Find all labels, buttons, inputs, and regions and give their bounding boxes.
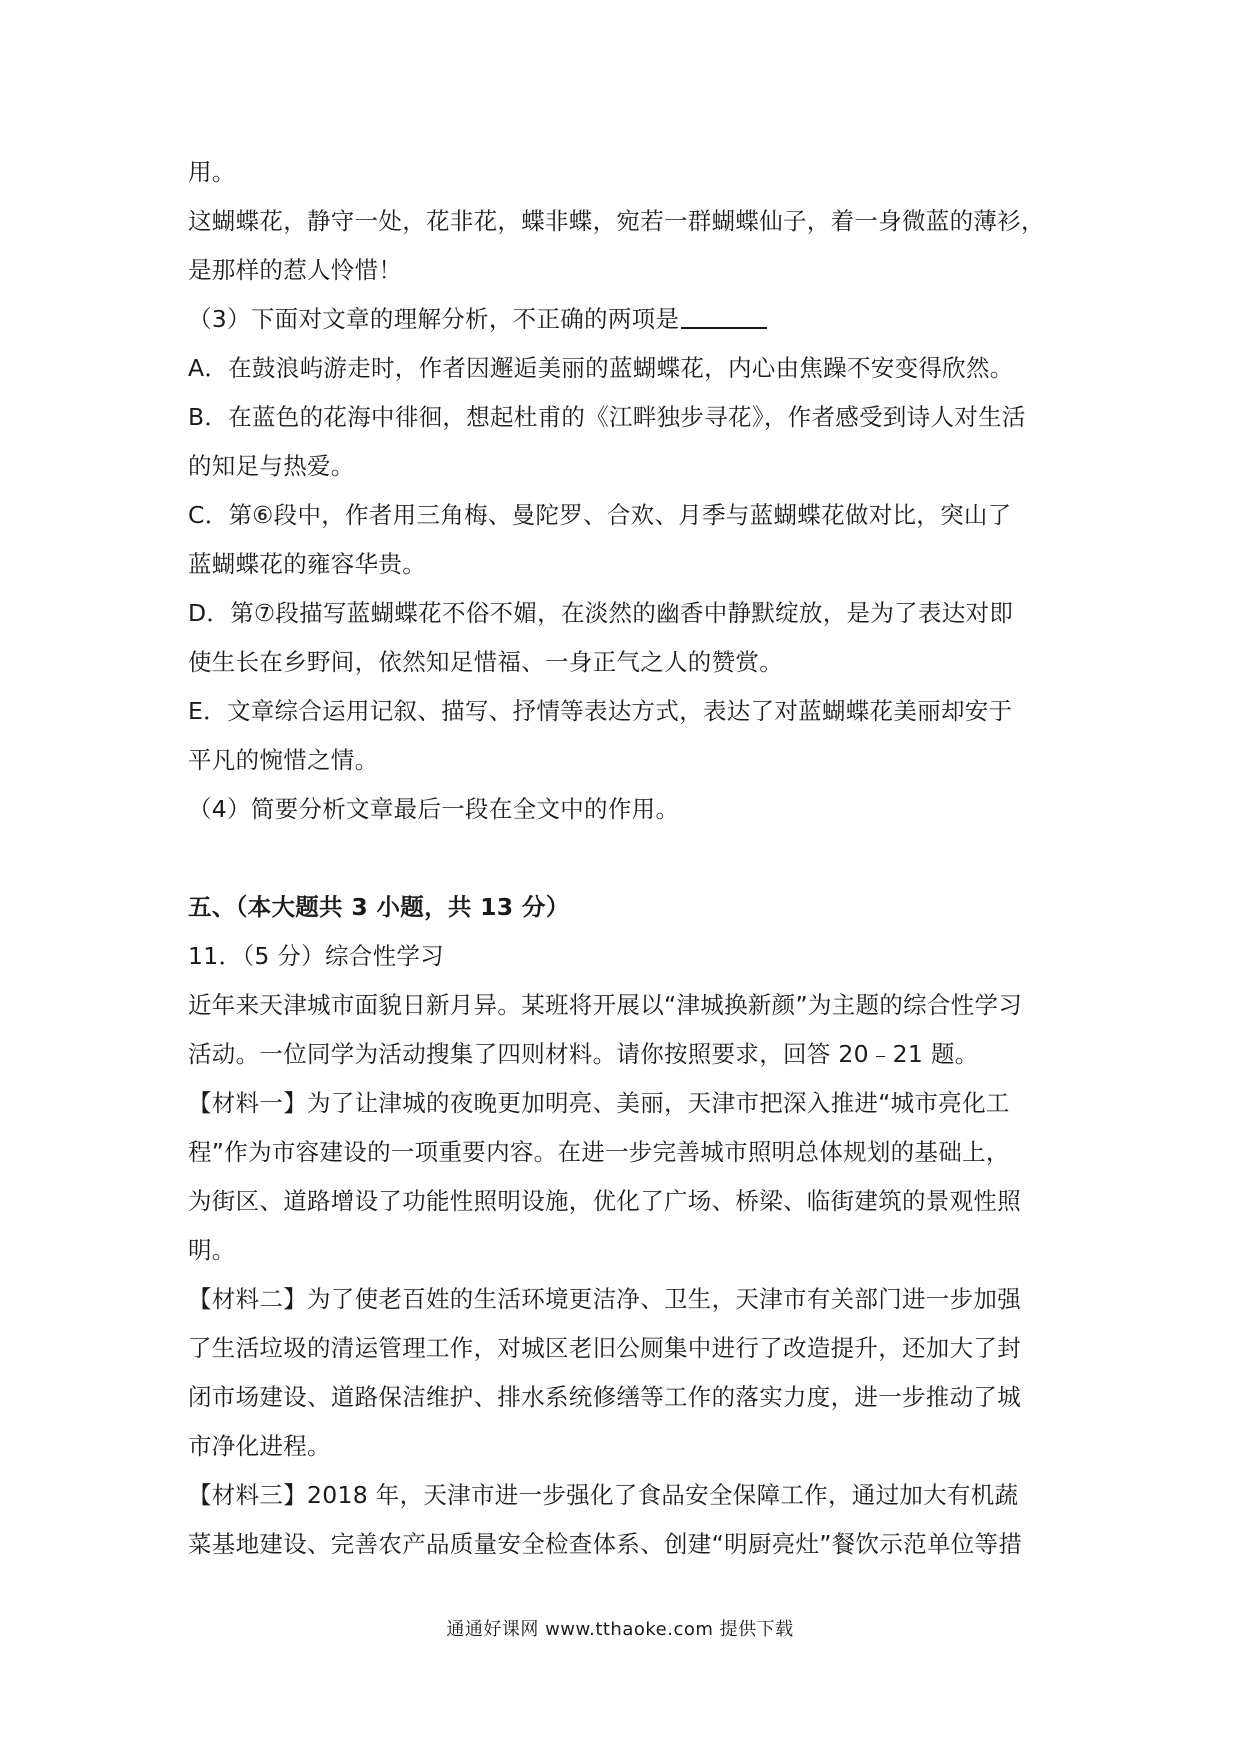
intro-line: 近年来天津城市面貌日新月异。某班将开展以“津城换新颜”为主题的综合性学习 — [188, 991, 1023, 1019]
question-3 — [188, 295, 1060, 344]
text-line: 是那样的惹人怜惜！ — [188, 256, 403, 284]
material-2-line: 市净化进程。 — [188, 1432, 331, 1460]
page-body — [188, 148, 1060, 1569]
option-e: E．文章综合运用记叙、描写、抒情等表达方式，表达了对蓝蝴蝶花美丽却安于 — [188, 697, 1013, 725]
question-3-prompt: （3）下面对文章的理解分析，不正确的两项是 — [188, 305, 680, 333]
text-line: 用。 — [188, 158, 236, 186]
question-11: 11．（5 分）综合性学习 — [188, 942, 444, 970]
material-3-line: 菜基地建设、完善农产品质量安全检查体系、创建“明厨亮灶”餐饮示范单位等措 — [188, 1530, 1023, 1558]
question-4: （4）简要分析文章最后一段在全文中的作用。 — [188, 795, 680, 823]
material-2-line: 闭市场建设、道路保洁维护、排水系统修缮等工作的落实力度，进一步推动了城 — [188, 1383, 1021, 1411]
material-1-line: 明。 — [188, 1236, 236, 1264]
option-e-cont: 平凡的惋惜之情。 — [188, 746, 379, 774]
option-d: D．第⑦段描写蓝蝴蝶花不俗不媚，在淡然的幽香中静默绽放，是为了表达对即 — [188, 599, 1014, 627]
material-3: 【材料三】2018 年，天津市进一步强化了食品安全保障工作，通过加大有机蔬 — [188, 1481, 1019, 1509]
text-line: 这蝴蝶花，静守一处，花非花，蝶非蝶，宛若一群蝴蝶仙子，着一身微蓝的薄衫， — [188, 207, 1045, 235]
option-c-cont: 蓝蝴蝶花的雍容华贵。 — [188, 550, 426, 578]
material-1-line: 程”作为市容建设的一项重要内容。在进一步完善城市照明总体规划的基础上， — [188, 1138, 1010, 1166]
option-b-cont: 的知足与热爱。 — [188, 452, 355, 480]
answer-blank — [681, 301, 767, 329]
page-footer: 通通好课网 www.tthaoke.com 提供下载 — [446, 1619, 794, 1640]
material-2: 【材料二】为了使老百姓的生活环境更洁净、卫生，天津市有关部门进一步加强 — [188, 1285, 1021, 1313]
material-2-line: 了生活垃圾的清运管理工作，对城区老旧公厕集中进行了改造提升，还加大了封 — [188, 1334, 1021, 1362]
section-heading: 五、（本大题共 3 小题，共 13 分） — [188, 893, 570, 921]
option-d-cont: 使生长在乡野间，依然知足惜福、一身正气之人的赞赏。 — [188, 648, 783, 676]
option-c: C．第⑥段中，作者用三角梅、曼陀罗、合欢、月季与蓝蝴蝶花做对比，突山了 — [188, 501, 1012, 529]
material-1-line: 为街区、道路增设了功能性照明设施，优化了广场、桥梁、临街建筑的景观性照 — [188, 1187, 1021, 1215]
option-b: B．在蓝色的花海中徘徊，想起杜甫的《江畔独步寻花》，作者感受到诗人对生活 — [188, 403, 1026, 431]
intro-line: 活动。一位同学为活动搜集了四则材料。请你按照要求，回答 20﹣21 题。 — [188, 1040, 979, 1068]
option-a: A．在鼓浪屿游走时，作者因邂逅美丽的蓝蝴蝶花，内心由焦躁不安变得欣然。 — [188, 354, 1014, 382]
material-1: 【材料一】为了让津城的夜晚更加明亮、美丽，天津市把深入推进“城市亮化工 — [188, 1089, 1010, 1117]
